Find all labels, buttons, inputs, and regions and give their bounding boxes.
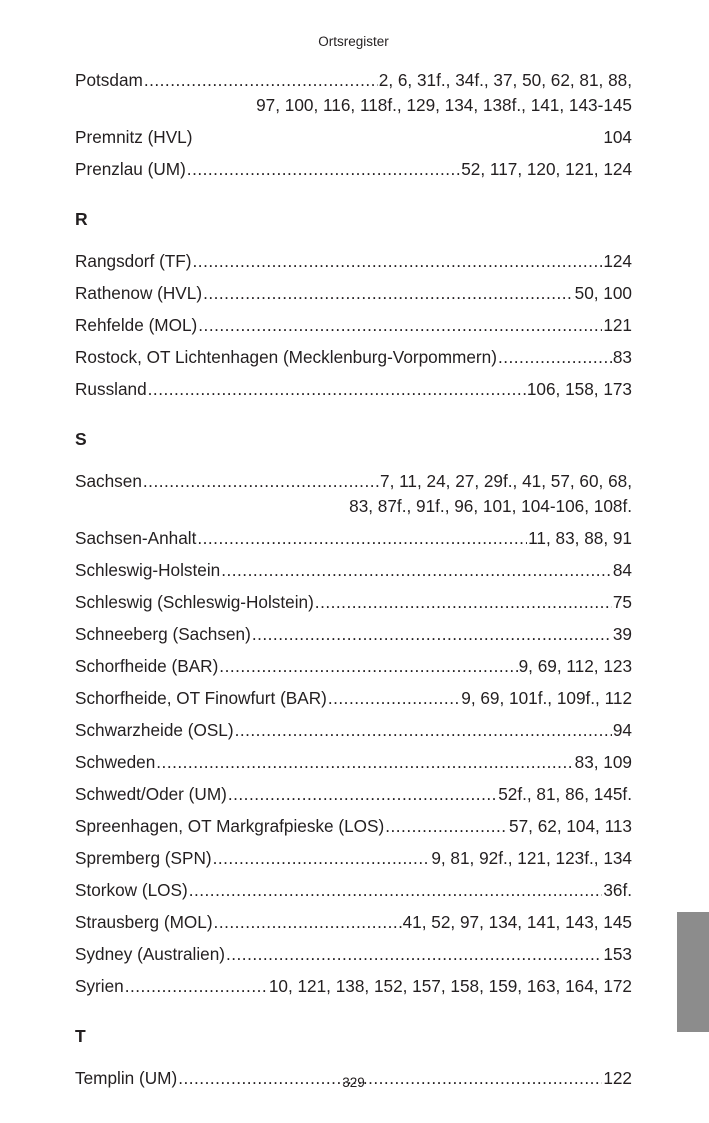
index-entry (75, 68, 632, 118)
page-references: 84 (612, 560, 632, 580)
index-entry (75, 782, 632, 807)
place-name: Premnitz (HVL) (75, 127, 193, 147)
index-entry (75, 157, 632, 182)
entry-line (75, 910, 632, 935)
index-entry (75, 846, 632, 871)
page-references: 9, 69, 101f., 109f., 112 (461, 688, 632, 708)
section-letter: T (75, 1026, 86, 1046)
place-name: Sydney (Australien) (75, 944, 225, 964)
page-references: 36f. (603, 880, 632, 900)
entry-line (75, 974, 632, 999)
page-references: 2, 6, 31f., 34f., 37, 50, 62, 81, 88, (378, 70, 632, 90)
index-entry (75, 281, 632, 306)
place-name: Schleswig (Schleswig-Holstein) (75, 592, 314, 612)
page-number: 329 (342, 1075, 365, 1090)
dot-leader (193, 249, 603, 274)
dot-leader (197, 526, 527, 551)
index-entry (75, 590, 632, 615)
place-name: Schorfheide, OT Finowfurt (BAR) (75, 688, 327, 708)
page-references: 52f., 81, 86, 145f. (498, 784, 632, 804)
dot-leader (143, 469, 379, 494)
index-entry (75, 654, 632, 679)
place-name: Strausberg (MOL) (75, 912, 213, 932)
place-name: Rostock, OT Lichtenhagen (Mecklenburg-Vorpommern) (75, 347, 497, 367)
place-name: Schorfheide (BAR) (75, 656, 219, 676)
place-name: Schwarzheide (OSL) (75, 720, 234, 740)
place-name: Spreenhagen, OT Markgrafpieske (LOS) (75, 816, 385, 836)
entry-line (75, 878, 632, 903)
index-entry (75, 526, 632, 551)
dot-leader (328, 686, 460, 711)
page-references: 11, 83, 88, 91 (528, 528, 632, 548)
entry-line (75, 281, 632, 306)
index-entry (75, 878, 632, 903)
entry-line (75, 125, 632, 150)
entry-line (75, 345, 632, 370)
place-name: Schwedt/Oder (UM) (75, 784, 227, 804)
page-references-continued: 97, 100, 116, 118f., 129, 134, 138f., 141, 143-145 (256, 95, 632, 115)
dot-leader (219, 654, 517, 679)
page-references: 57, 62, 104, 113 (509, 816, 632, 836)
place-name: Schleswig-Holstein (75, 560, 221, 580)
page-references: 122 (603, 1068, 632, 1088)
section-letter: S (75, 429, 87, 449)
page-references: 75 (612, 592, 632, 612)
page-references-continued: 83, 87f., 91f., 96, 101, 104-106, 108f. (349, 496, 632, 516)
section-letter: R (75, 209, 88, 229)
page-references: 153 (603, 944, 632, 964)
entry-line (75, 654, 632, 679)
entry-line (75, 782, 632, 807)
thumb-index-tab (677, 912, 709, 1032)
place-name: Potsdam (75, 70, 143, 90)
entry-line (75, 526, 632, 551)
page-references: 50, 100 (574, 283, 632, 303)
index-entry (75, 974, 632, 999)
entry-line (75, 377, 632, 402)
dot-leader (148, 377, 526, 402)
place-name: Schweden (75, 752, 156, 772)
index-entry (75, 814, 632, 839)
dot-leader (498, 345, 612, 370)
index-entry (75, 686, 632, 711)
dot-leader (187, 157, 460, 182)
index-entry (75, 345, 632, 370)
place-name: Syrien (75, 976, 124, 996)
index-entry (75, 469, 632, 519)
place-name: Prenzlau (UM) (75, 159, 186, 179)
entry-line (75, 750, 632, 775)
dot-leader (198, 313, 602, 338)
page-references: 124 (603, 251, 632, 271)
entry-line (75, 814, 632, 839)
page-references: 39 (612, 624, 632, 644)
index-entry (75, 622, 632, 647)
entry-line (75, 558, 632, 583)
entry-line (75, 846, 632, 871)
place-name: Sachsen-Anhalt (75, 528, 197, 548)
entry-line (75, 469, 632, 494)
place-name: Rathenow (HVL) (75, 283, 203, 303)
dot-leader (228, 782, 497, 807)
page-references: 83, 109 (574, 752, 632, 772)
entry-line (75, 157, 632, 182)
entry-line (75, 942, 632, 967)
page-references: 121 (603, 315, 632, 335)
dot-leader (315, 590, 612, 615)
index-entry (75, 718, 632, 743)
dot-leader (144, 68, 378, 93)
place-name: Templin (UM) (75, 1068, 178, 1088)
place-name: Storkow (LOS) (75, 880, 188, 900)
dot-leader (156, 750, 573, 775)
entry-line (75, 313, 632, 338)
index-entry (75, 377, 632, 402)
dot-leader (203, 281, 574, 306)
index-entry (75, 313, 632, 338)
entry-line (75, 68, 632, 93)
page-references: 41, 52, 97, 134, 141, 143, 145 (402, 912, 632, 932)
dot-leader (125, 974, 268, 999)
index-list (75, 68, 632, 1098)
page-references: 9, 81, 92f., 121, 123f., 134 (431, 848, 632, 868)
index-entry (75, 558, 632, 583)
page-references: 104 (603, 127, 632, 147)
place-name: Sachsen (75, 471, 142, 491)
index-entry (75, 750, 632, 775)
running-head: Ortsregister (318, 34, 389, 49)
dot-leader (235, 718, 612, 743)
place-name: Russland (75, 379, 147, 399)
dot-leader (226, 942, 602, 967)
page-references: 83 (612, 347, 632, 367)
index-entry (75, 249, 632, 274)
entry-line (75, 249, 632, 274)
place-name: Rangsdorf (TF) (75, 251, 192, 271)
page-references: 94 (612, 720, 632, 740)
dot-leader (252, 622, 612, 647)
dot-leader (213, 846, 431, 871)
page-references: 7, 11, 24, 27, 29f., 41, 57, 60, 68, (380, 471, 632, 491)
index-entry (75, 125, 632, 150)
entry-line (75, 590, 632, 615)
dot-leader (385, 814, 508, 839)
entry-line (75, 718, 632, 743)
index-entry (75, 910, 632, 935)
dot-leader (221, 558, 612, 583)
page-references: 52, 117, 120, 121, 124 (461, 159, 632, 179)
entry-line (75, 686, 632, 711)
entry-line (75, 622, 632, 647)
dot-leader (214, 910, 402, 935)
page-references: 106, 158, 173 (526, 379, 632, 399)
page-references: 9, 69, 112, 123 (518, 656, 632, 676)
place-name: Spremberg (SPN) (75, 848, 212, 868)
dot-leader (189, 878, 603, 903)
index-entry (75, 942, 632, 967)
place-name: Rehfelde (MOL) (75, 315, 198, 335)
page-references: 10, 121, 138, 152, 157, 158, 159, 163, 164, 172 (268, 976, 632, 996)
place-name: Schneeberg (Sachsen) (75, 624, 251, 644)
